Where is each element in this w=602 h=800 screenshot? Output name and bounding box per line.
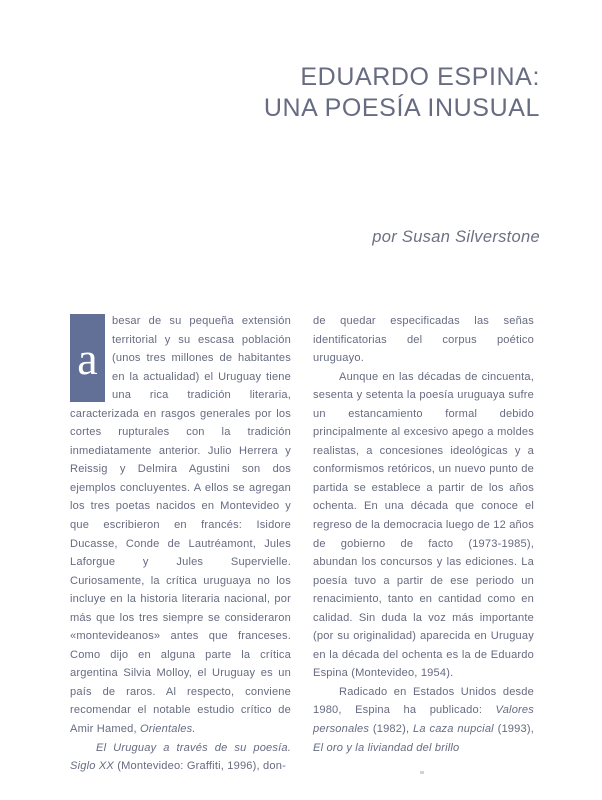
text-run: (1982), [369,723,414,736]
dropcap-letter: a [77,332,98,384]
page-title-line-2: UNA POESÍA INUSUAL [263,94,540,122]
text-run: besar de su pequeña extensión territorial y su escasa población (unos tres millones de habitantes en la actualidad) el Uruguay tiene una rica tradición literaria, caracterizada en rasgos generales por los cortes rupturales con la tradición inmediatamente anterior. Julio Herrera y Reissig y Delmira Agustini son dos ejemplos concluyentes. A ellos se agregan los tres poetas nacidos en Montevideo y que escribieron en francés: Isidore Ducasse, Conde de Lautréamont, Jules Laforgue y Jules Supervielle. Curiosamente, la crítica uruguaya no los incluye en la historia literaria nacional, por más que los tres siempre se consideraron «montevideanos» antes que franceses. Como dijo en alguna parte la crítica argentina Silvia Molloy, el Uruguay es un país de raros. Al respecto, conviene recomendar el notable estudio crítico de Amir Hamed, [70,315,291,736]
paragraph [70,739,291,776]
paragraph-group-right [313,312,534,757]
paragraph [313,312,534,368]
article-body-columns [70,312,535,782]
italic-run: El Uruguay a través de su poesía. Siglo XX [70,741,291,773]
paragraph [313,368,534,683]
text-run: (1993), [493,723,534,736]
page-title-line-1: EDUARDO ESPINA: [300,63,540,91]
italic-run: Valores personales [313,704,534,736]
italic-run: El oro y la liviandad del brillo [313,741,460,754]
article-header [60,62,540,124]
column-left [70,312,291,782]
column-right [313,312,534,782]
scan-speck [420,771,424,774]
author-byline: por Susan Silverstone [372,228,540,246]
text-run: Radicado en Estados Unidos desde 1980, Espina ha publicado: [313,685,534,717]
dropcap-box [70,314,105,402]
italic-run: La caza nupcial [413,723,494,736]
column-right-text [313,312,534,757]
text-run: de quedar especificadas las señas identificatorias del corpus poético uruguayo. [313,315,534,365]
text-run: (Montevideo: Graffiti, 1996), don- [114,760,286,773]
paragraph [313,683,534,757]
italic-run: Orientales. [139,723,196,736]
text-run: Aunque en las décadas de cincuenta, sesenta y setenta la poesía uruguaya sufre un estancamiento formal debido principalmente al excesivo apego a moldes realistas, a concesiones ideológicas y a conformismos retóricos, un nuevo punto de partida se establece a partir de los años ochenta. En una década que conoce el regreso de la democracia luego de 12 años de gobierno de facto (1973-1985), abundan los concursos y las ediciones. La poesía tuvo a partir de ese periodo un renacimiento, tanto en cantidad como en calidad. Sin duda la voz más importante (por su originalidad) aparecida en Uruguay en la década del ochenta es la de Eduardo Espina (Montevideo, 1954). [313,370,534,680]
column-left-text [70,312,291,776]
